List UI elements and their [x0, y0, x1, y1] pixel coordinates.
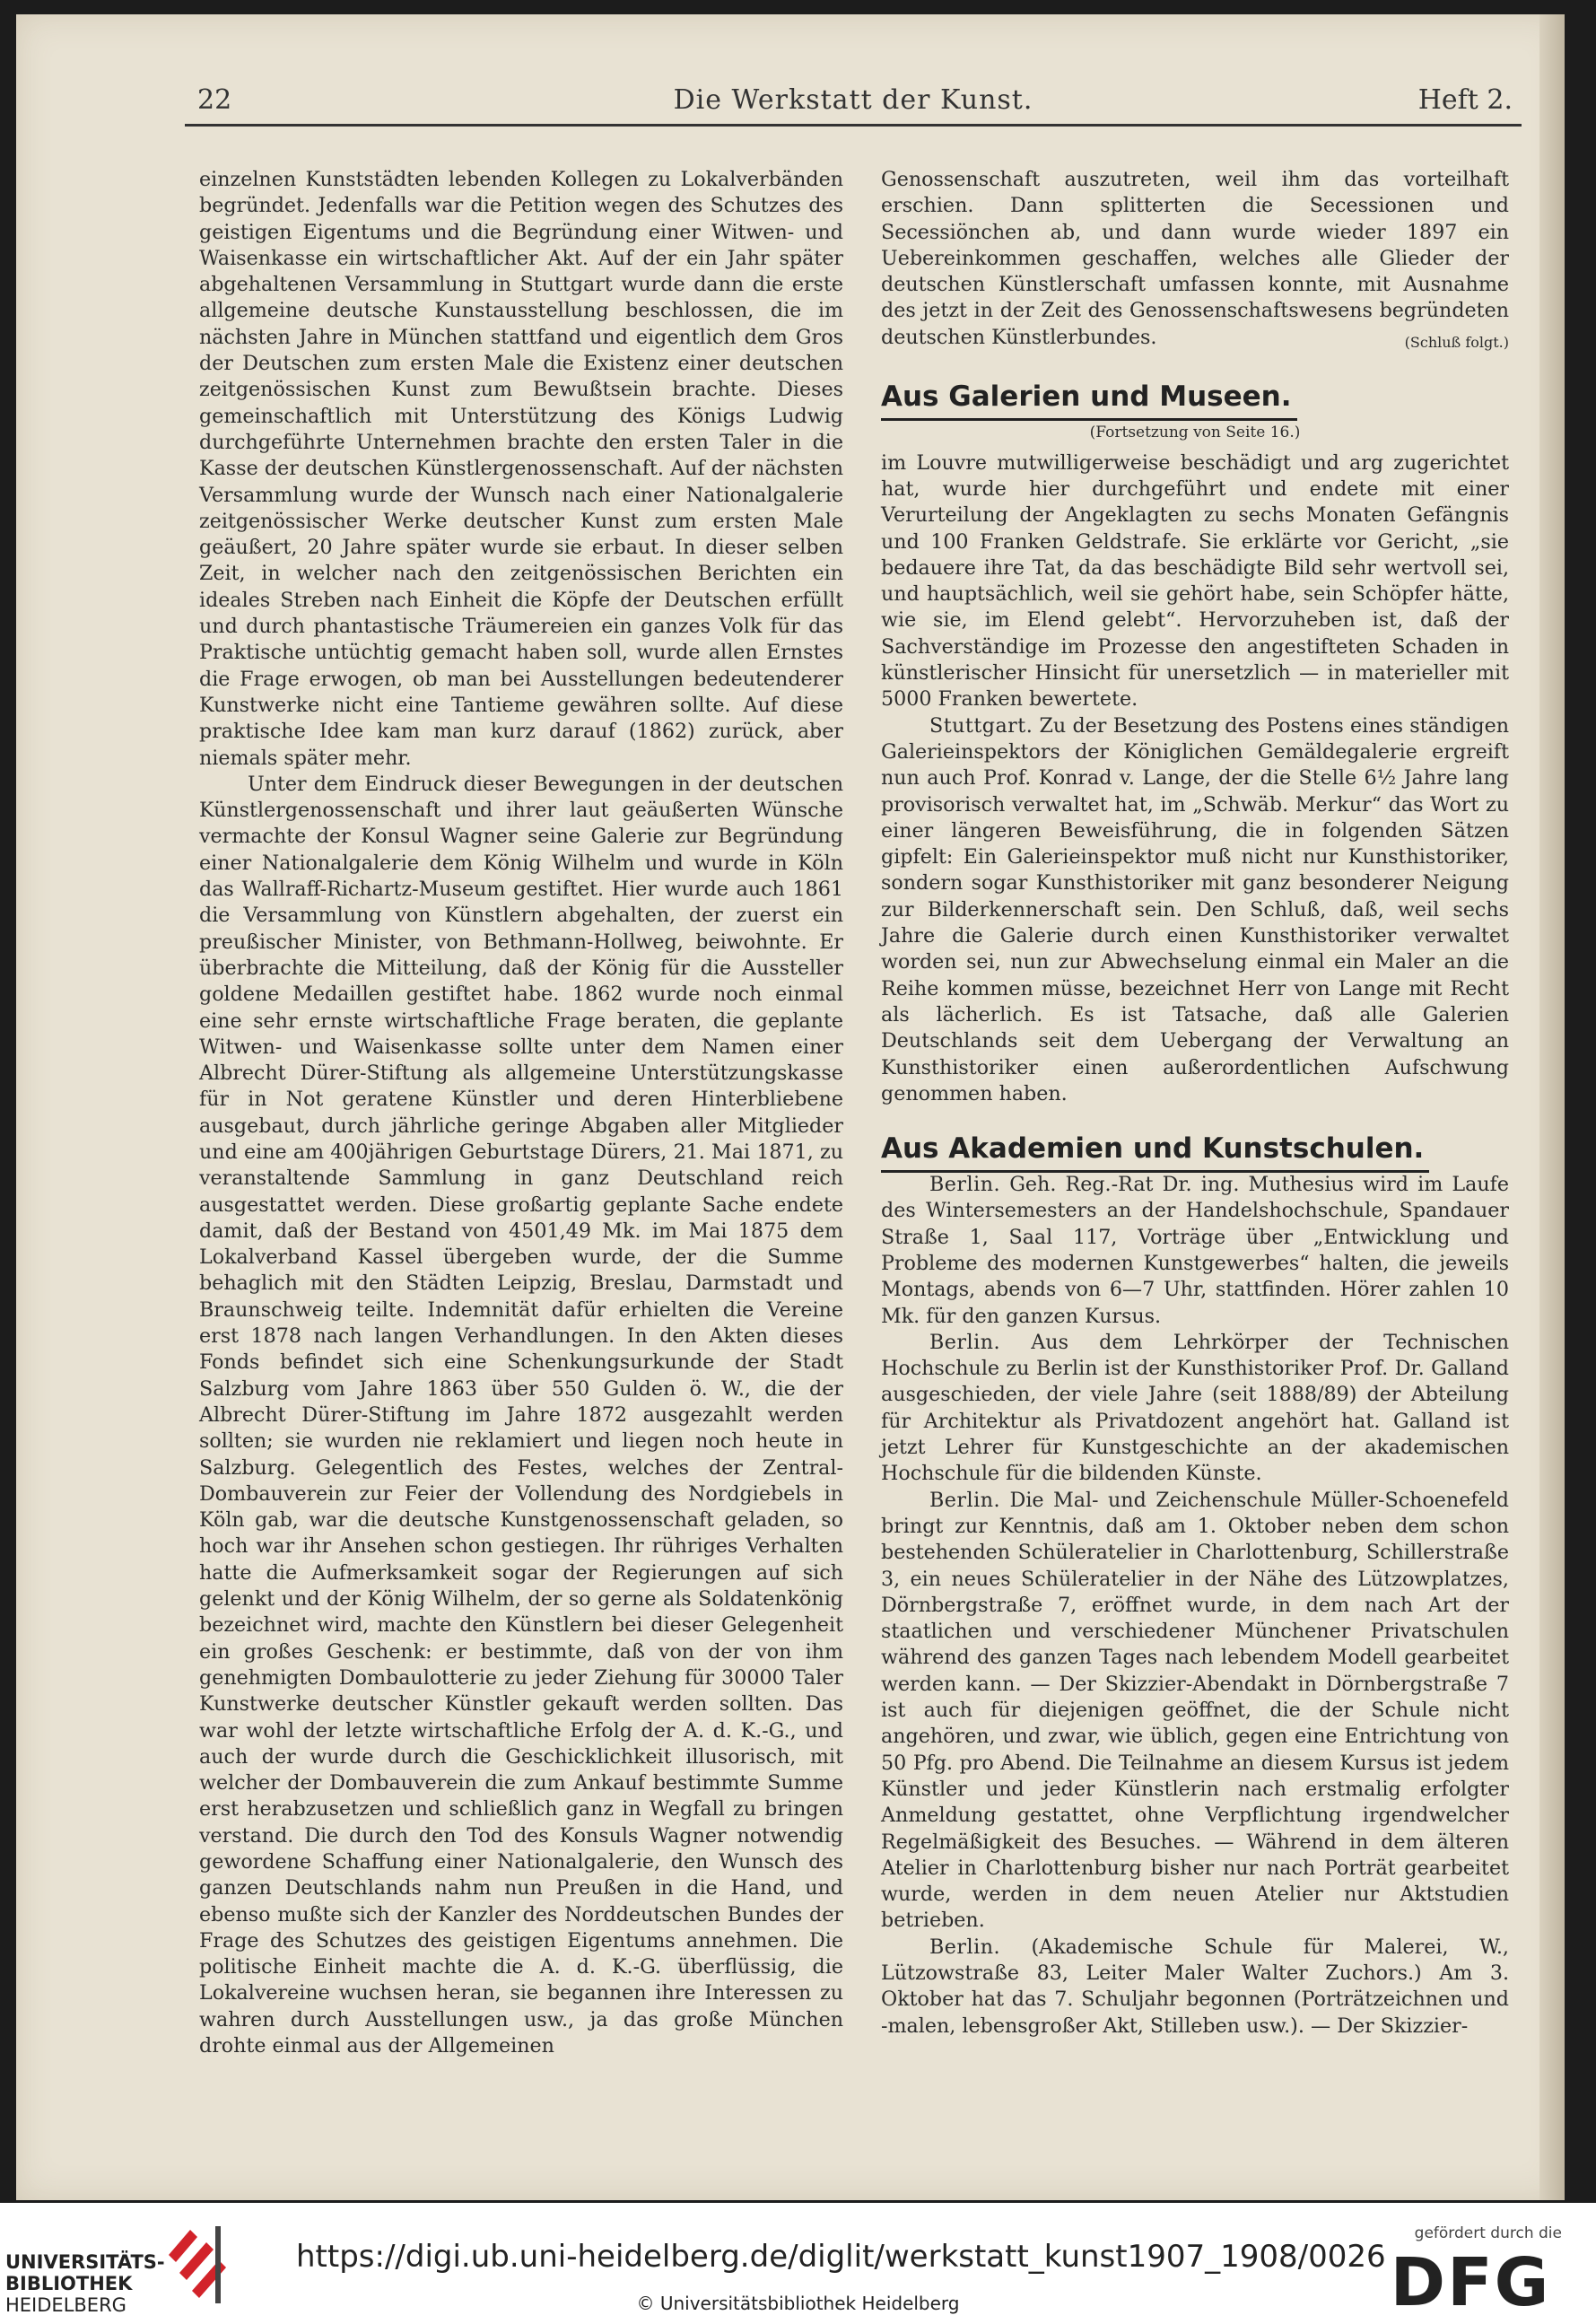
logo-line: HEIDELBERG — [5, 2294, 126, 2316]
permalink-url[interactable]: https://digi.ub.uni-heidelberg.de/diglit/werkstatt_kunst1907_1908/0026 — [296, 2239, 1386, 2275]
paragraph — [881, 713, 1509, 1107]
page-spine-edge — [1539, 14, 1565, 2200]
dfg-logo[interactable] — [1372, 2248, 1569, 2312]
place-name: Berlin. — [929, 1935, 1001, 1959]
dfg-logo-text: DFG — [1390, 2248, 1551, 2312]
logo-line: BIBLIOTHEK — [5, 2273, 133, 2294]
section-heading — [881, 379, 1509, 415]
paragraph-text: Aus dem Lehrkörper der Technischen Hochschule zu Berlin ist der Kunsthistoriker Prof. Dr. Galland ausgeschieden, der viele Jahre (seit 1888/89) der Abteilung für Architektur als Privatdozent angehört hat. Galland ist jetzt Lehrer für Kunstgeschichte an der akademischen Hochschule für die bildenden Künste. — [881, 1330, 1509, 1486]
section-title: Aus Galerien und Museen. — [881, 380, 1297, 421]
paragraph: im Louvre mutwilligerweise beschädigt und arg zugerichtet hat, wurde hier durchgeführt und endete mit einer Verurteilung der Angeklagten zu sechs Monaten Gefängnis und 100 Franken Geldstrafe. Sie erklärte vor Gericht, „sie bedauere ihre Tat, da das beschädigte Bild sehr wertvoll sei, und hauptsächlich, weil sie gehört habe, sein Schöpfer hätte, wie sie, im Elend gelebt“. Hervorzuheben ist, daß der Sachverständige im Prozesse den angestifteten Schaden in künstlerischer Hinsicht für unersetzlich — in materieller mit 5000 Franken bewertete. — [881, 450, 1509, 712]
place-name: Stuttgart. — [929, 713, 1033, 738]
page-header — [185, 77, 1522, 120]
place-name: Berlin. — [929, 1330, 1001, 1354]
left-column — [199, 167, 843, 2059]
journal-title: Die Werkstatt der Kunst. — [673, 84, 1033, 116]
paragraph-text: Zu der Besetzung des Postens eines ständigen Galerieinspektors der Königlichen Gemäldegalerie ergreift nun auch Prof. Konrad v. Lange, der die Stelle 6½ Jahre lang provisorisch verwaltet hat, im „Schwäb. Merkur“ das Wort zu einer längeren Beweisführung, die in folgenden Sätzen gipfelt: Ein Galerieinspektor muß nicht nur Kunsthistoriker, sondern sogar Kunsthistoriker mit ganz besonderer Neigung zur Bilderkennerschaft sein. Den Schluß, daß, weil sechs Jahre die Galerie durch einen Kunsthistoriker verwaltet worden sei, nun zur Abwechselung einmal ein Maler an die Reihe kommen müsse, bezeichnet Herr von Lange mit Recht als lächerlich. Es ist Tatsache, daß alle Galerien Deutschlands seit dem Uebergang der Verwaltung an Kunsthistoriker einen außerordentlichen Aufschwung genommen haben. — [881, 713, 1510, 1105]
paragraph — [881, 1488, 1509, 1935]
paragraph — [881, 1935, 1509, 2040]
paragraph-text: (Akademische Schule für Malerei, W., Lützowstraße 83, Leiter Maler Walter Zuchors.) Am 3. Oktober hat das 7. Schuljahr begonnen (Porträtzeichnen und -malen, lebensgroßer Akt, Stilleben usw.). — Der Skizzier- — [881, 1935, 1509, 2038]
paragraph: einzelnen Kunststädten lebenden Kollegen zu Lokalverbänden begründet. Jedenfalls war die Petition wegen des Schutzes des geistigen Eigentums und die Begründung einer Witwen- und Waisenkasse ein wirtschaftlicher Akt. Auf der ein Jahr später abgehaltenen Versammlung in Stuttgart wurde dann die erste allgemeine deutsche Kunstausstellung beschlossen, die im nächsten Jahre in München stattfand und eigentlich dem Gros der Deutschen zum ersten Male die Existenz einer deutschen zeitgenössischen Kunst zum Bewußtsein brachte. Dieses gemeinschaftlich mit Unterstützung des Königs Ludwig durchgeführte Unternehmen brachte den ersten Taler in die Kasse der deutschen Künstlergenossenschaft. Auf der nächsten Versammlung wurde der Wunsch nach einer Nationalgalerie zeitgenössischer Werke deutscher Kunst zum ersten Male geäußert, 20 Jahre später wurde sie erbaut. In dieser selben Zeit, in welcher nach den zeitgenössischen Berichten ein ideales Streben nach Einheit die Köpfe der Deutschen erfüllt und durch phantastische Träumereien ein ganzes Volk für das Praktische untüchtig gemacht haben soll, wurde allen Ernstes die Frage erwogen, ob man bei Ausstellungen bedeutenderer Kunstwerke nicht eine Tantieme gewähren sollte. Auf diese praktische Idee kam man kurz darauf (1862) zurück, aber niemals später mehr. — [199, 168, 843, 770]
right-column — [881, 167, 1509, 2040]
place-name: Berlin. — [929, 1488, 1001, 1512]
continuation-note: (Schluß folgt.) — [1404, 334, 1509, 352]
header-rule — [185, 124, 1522, 127]
logo-line: UNIVERSITÄTS- — [5, 2251, 165, 2273]
paragraph — [881, 1330, 1509, 1488]
place-name: Berlin. — [929, 1173, 1001, 1197]
page-number: 22 — [197, 84, 232, 116]
funding-label: gefördert durch die — [1414, 2224, 1562, 2242]
section-title: Aus Akademien und Kunstschulen. — [881, 1132, 1429, 1173]
paragraph: Genossenschaft auszutreten, weil ihm das vorteilhaft erschien. Dann splitterten die Secessionen und Secessiönchen ab, und dann wurde wieder 1897 ein Uebereinkommen geschaffen, welches alle Glieder der deutschen Künstlerschaft umfassen konnte, mit Ausnahme des jetzt in der Zeit des Genossenschaftswesens begründeten deutschen Künstlerbundes. — [881, 168, 1509, 349]
issue-number: Heft 2. — [1417, 84, 1513, 116]
paragraph — [881, 1172, 1509, 1330]
paragraph: Unter dem Eindruck dieser Bewegungen in der deutschen Künstlergenossenschaft und ihrer laut geäußerten Wünsche vermachte der Konsul Wagner seine Galerie zur Begründung einer Nationalgalerie dem König Wilhelm und wurde in Köln das Wallraff-Richartz-Museum gestiftet. Hier wurde auch 1861 die Versammlung von Künstlern abgehalten, der zuerst ein preußischer Minister, von Bethmann-Hollweg, beiwohnte. Er überbrachte die Mitteilung, daß der König für die Aussteller goldene Medaillen gestiftet habe. 1862 wurde noch einmal eine sehr ernste wirtschaftliche Frage beraten, die geplante Witwen- und Waisenkasse sollte unter dem Namen einer Albrecht Dürer-Stiftung als allgemeine Unterstützungskasse für in Not geratene Künstler und deren Hinterbliebene ausgebaut, durch jährliche geringe Abgaben aller Mitglieder und eine am 400jährigen Geburtstage Dürers, 21. Mai 1871, zu veranstaltende Sammlung in ganz Deutschland reich ausgestattet werden. Diese großartig geplante Sache endete damit, daß der Bestand von 4501,49 Mk. im Mai 1875 dem Lokalverband Kassel übergeben wurde, der die Summe behaglich mit den Städten Leipzig, Breslau, Darmstadt und Braunschweig teilte. Indemnität dafür erhielten die Vereine erst 1878 nach langen Verhandlungen. In den Akten dieses Fonds befindet sich eine Schenkungsurkunde der Stadt Salzburg vom Jahre 1863 über 550 Gulden ö. W., die der Albrecht Dürer-Stiftung im Jahre 1872 ausgezahlt werden sollten; sie wurden nie reklamiert und liegen noch heute in Salzburg. Gelegentlich des Festes, welches der Zentral-Dombauverein zur Feier der Vollendung des Nordgiebels in Köln gab, war die deutsche Kunstgenossenschaft geladen, so hoch war ihr Ansehen schon gestiegen. Ihr rühriges Verhalten hatte die Aufmerksamkeit sogar der Regierungen auf sich gelenkt und der König Wilhelm, der so gerne als Soldatenkönig bezeichnet wird, machte den Künstlern bei dieser Gelegenheit ein großes Geschenk: er bestimmte, daß von der von ihm genehmigten Dombaulotterie zu jeder Ziehung für 30000 Taler Kunstwerke deutscher Künstler gekauft werden sollten. Das war wohl der letzte wirtschaftliche Erfolg der A. d. K.-G., und auch der wurde durch die Geschicklichkeit illusorisch, mit welcher der Dombauverein die zum Ankauf bestimmte Summe erst herabzusetzen und schließlich ganz in Wegfall zu bringen verstand. Die durch den Tod des Konsuls Wagner notwendig gewordene Schaffung einer Nationalgalerie, den Wunsch des ganzen Deutschlands nahm nun Preußen in die Hand, und ebenso mußte sich der Kanzler des Norddeutschen Bundes der Frage des Schutzes des geistigen Eigentums annehmen. Die politische Einheit machte die A. d. K.-G. überflüssig, die Lokalvereine wuchsen heran, sie begannen ihre Interessen zu wahren durch Ausstellungen usw., ja das große München drohte einmal aus der Allgemeinen — [199, 772, 843, 2058]
paragraph-text: Geh. Reg.-Rat Dr. ing. Muthesius wird im Laufe des Wintersemesters an der Handelshochschule, Spandauer Straße 1, Saal 117, Vorträge über „Entwicklung und Probleme des modernen Kunstgewerbes“ halten, die jeweils Montags, abends von 6—7 Uhr, stattfinden. Hörer zahlen 10 Mk. für den ganzen Kursus. — [881, 1173, 1509, 1328]
paragraph-text: Die Mal- und Zeichenschule Müller-Schoenefeld bringt zur Kenntnis, daß am 1. Oktober neben dem schon bestehenden Schüleratelier in Charlottenburg, Schillerstraße 3, ein neues Schüleratelier in der Nähe des Lützowplatzes, Dörnbergstraße 7, eröffnet wurde, in dem nach Art der staatlichen und verschiedener Münchener Privatschulen während des ganzen Tages nach lebendem Modell gearbeitet werden kann. — Der Skizzier-Abendakt in Dörnbergstraße 7 ist auch für diejenigen geöffnet, die der Schule nicht angehören, und zwar, wie üblich, gegen eine Entrichtung von 50 Pfg. pro Abend. Die Teilnahme an diesem Kursus ist jedem Künstler und jeder Künstlerin nach erstmalig erfolgter Anmeldung gestattet, ohne Verpflichtung irgendwelcher Regelmäßigkeit des Besuches. — Während in dem älteren Atelier in Charlottenburg bisher nur nach Porträt gearbeitet wurde, werden in dem neuen Atelier nur Aktstudien betrieben. — [881, 1488, 1509, 1933]
copyright-notice: © Universitätsbibliothek Heidelberg — [636, 2293, 960, 2314]
viewer-footer — [0, 2203, 1596, 2324]
section-heading — [881, 1131, 1509, 1166]
continuation-reference: (Fortsetzung von Seite 16.) — [1089, 424, 1301, 442]
